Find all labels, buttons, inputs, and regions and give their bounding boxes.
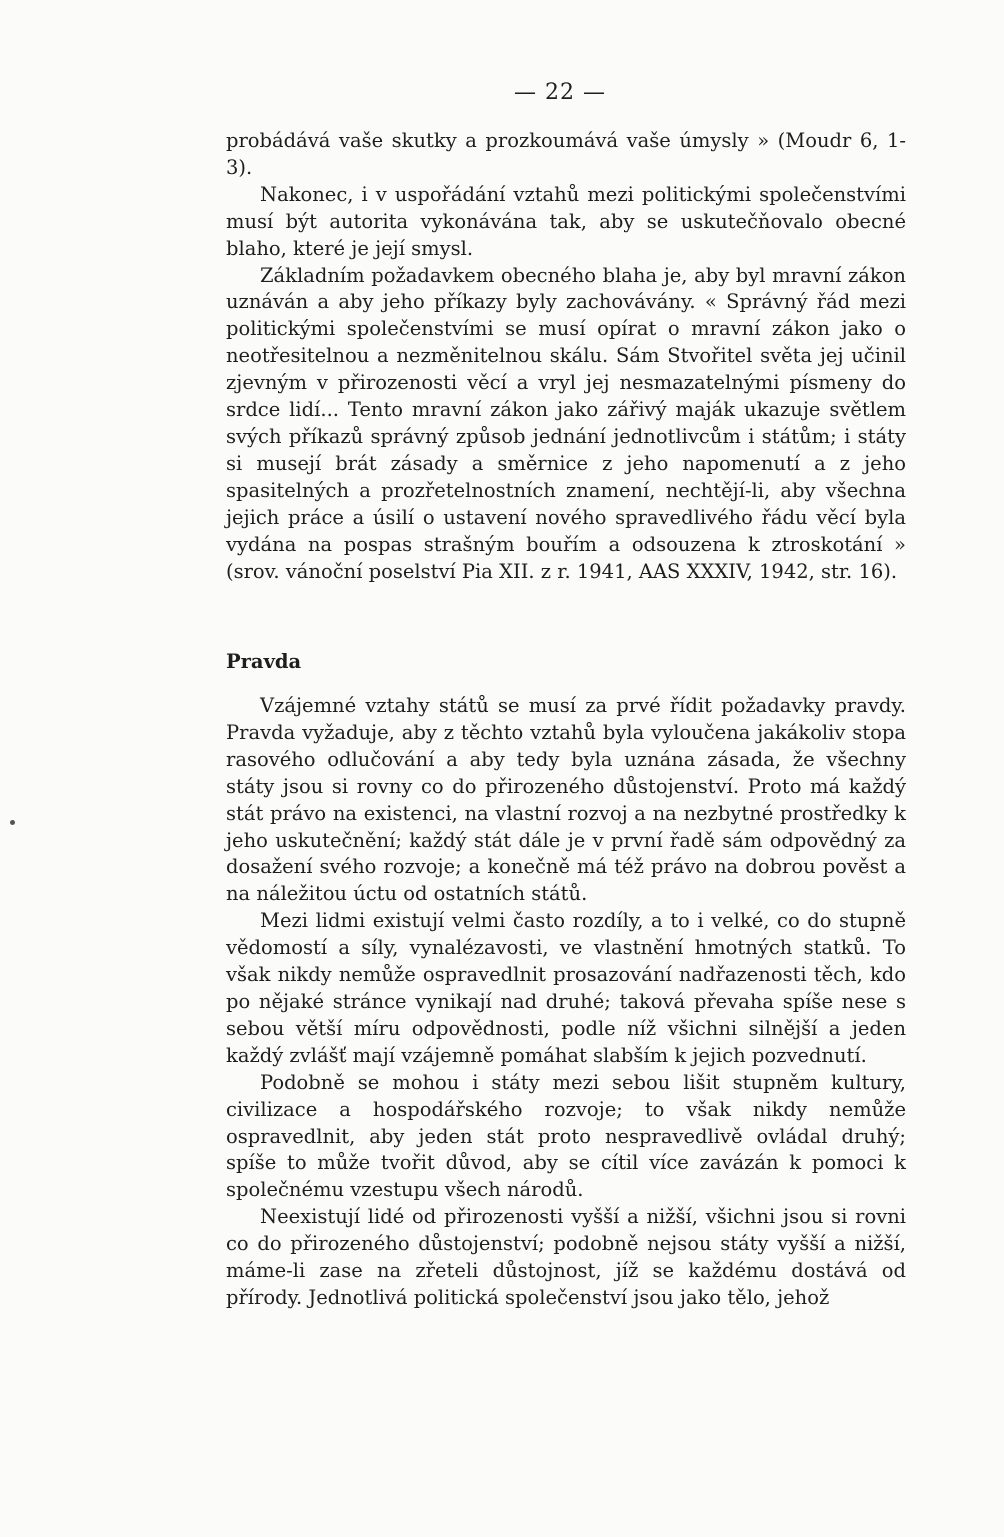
paragraph: Základním požadavkem obecného blaha je, aby byl mravní zákon uznáván a aby jeho příkazy byly zachovávány. « Správný řád mezi politickými společenstvími se musí opírat o mravní zákon jako o neotřesitelnou a nezměnitelnou skálu. Sám Stvořitel světa jej učinil zjevným v přirozenosti věcí a vryl jej nesmazatelnými písmeny do srdce lidí... Tento mravní zákon jako zářivý maják ukazuje světlem svých příkazů správný způsob jednání jednotlivcům i státům; i státy si musejí brát zásady a směrnice z jeho napomenutí a z jeho spasitelných a prozřetelnostních znamení, nechtějí-li, aby všechna jejich práce a úsilí o ustavení nového spravedlivého řádu věcí byla vydána na pospas strašným bouřím a odsouzena k ztroskotání » (srov. vánoční poselství Pia XII. z r. 1941, AAS XXXIV, 1942, str. 16).: [226, 263, 906, 583]
paragraph: Mezi lidmi existují velmi často rozdíly, a to i velké, co do stupně vědomostí a síly, vynalézavosti, ve vlastnění hmotných statků. To však nikdy nemůže ospravedlnit prosazování nadřazenosti těch, kdo po nějaké stránce vynikají nad druhé; taková převaha spíše nese s sebou větší míru odpovědnosti, podle níž všichni silnější a jeden každý zvlášť mají vzájemně pomáhat slabším k jejich pozvednutí.: [226, 909, 906, 1067]
paragraph-continuation: probádává vaše skutky a prozkoumává vaše úmysly » (Moudr 6, 1-3).: [226, 129, 906, 179]
page-number: — 22 —: [514, 80, 606, 105]
paragraph: Nakonec, i v uspořádání vztahů mezi politickými společenstvími musí být autorita vykonávána tak, aby se uskutečňovalo obecné blaho, které je její smysl.: [226, 182, 906, 260]
scan-dot-mark: [10, 820, 15, 825]
paragraph: Vzájemné vztahy států se musí za prvé řídit požadavky pravdy. Pravda vyžaduje, aby z těchto vztahů byla vyloučena jakákoliv stopa rasového odlučování a aby tedy byla uznána zásada, že všechny státy jsou si rovny co do přirozeného důstojenství. Proto má každý stát právo na existenci, na vlastní rozvoj a na nezbytné prostředky k jeho uskutečnění; každý stát dále je v první řadě sám odpovědný za dosažení svého rozvoje; a konečně má též právo na dobrou pověst a na náležitou úctu od ostatních států.: [226, 694, 906, 906]
paragraph: Neexistují lidé od přirozenosti vyšší a nižší, všichni jsou si rovni co do přirozeného důstojenství; podobně nejsou státy vyšší a nižší, máme-li zase na zřeteli důstojnost, jíž se každému dostává od přírody. Jednotlivá politická společenství jsou jako tělo, jehož: [226, 1205, 906, 1309]
section-heading: Pravda: [226, 650, 302, 673]
text-block-bottom: [226, 693, 906, 1312]
text-block-top: [226, 128, 906, 585]
paragraph: Podobně se mohou i státy mezi sebou lišit stupněm kultury, civilizace a hospodářského rozvoje; to však nikdy nemůže ospravedlnit, aby jeden stát proto nespravedlivě ovládal druhý; spíše to může tvořit důvod, aby se cítil více zavázán k pomoci k společnému vzestupu všech národů.: [226, 1070, 906, 1202]
